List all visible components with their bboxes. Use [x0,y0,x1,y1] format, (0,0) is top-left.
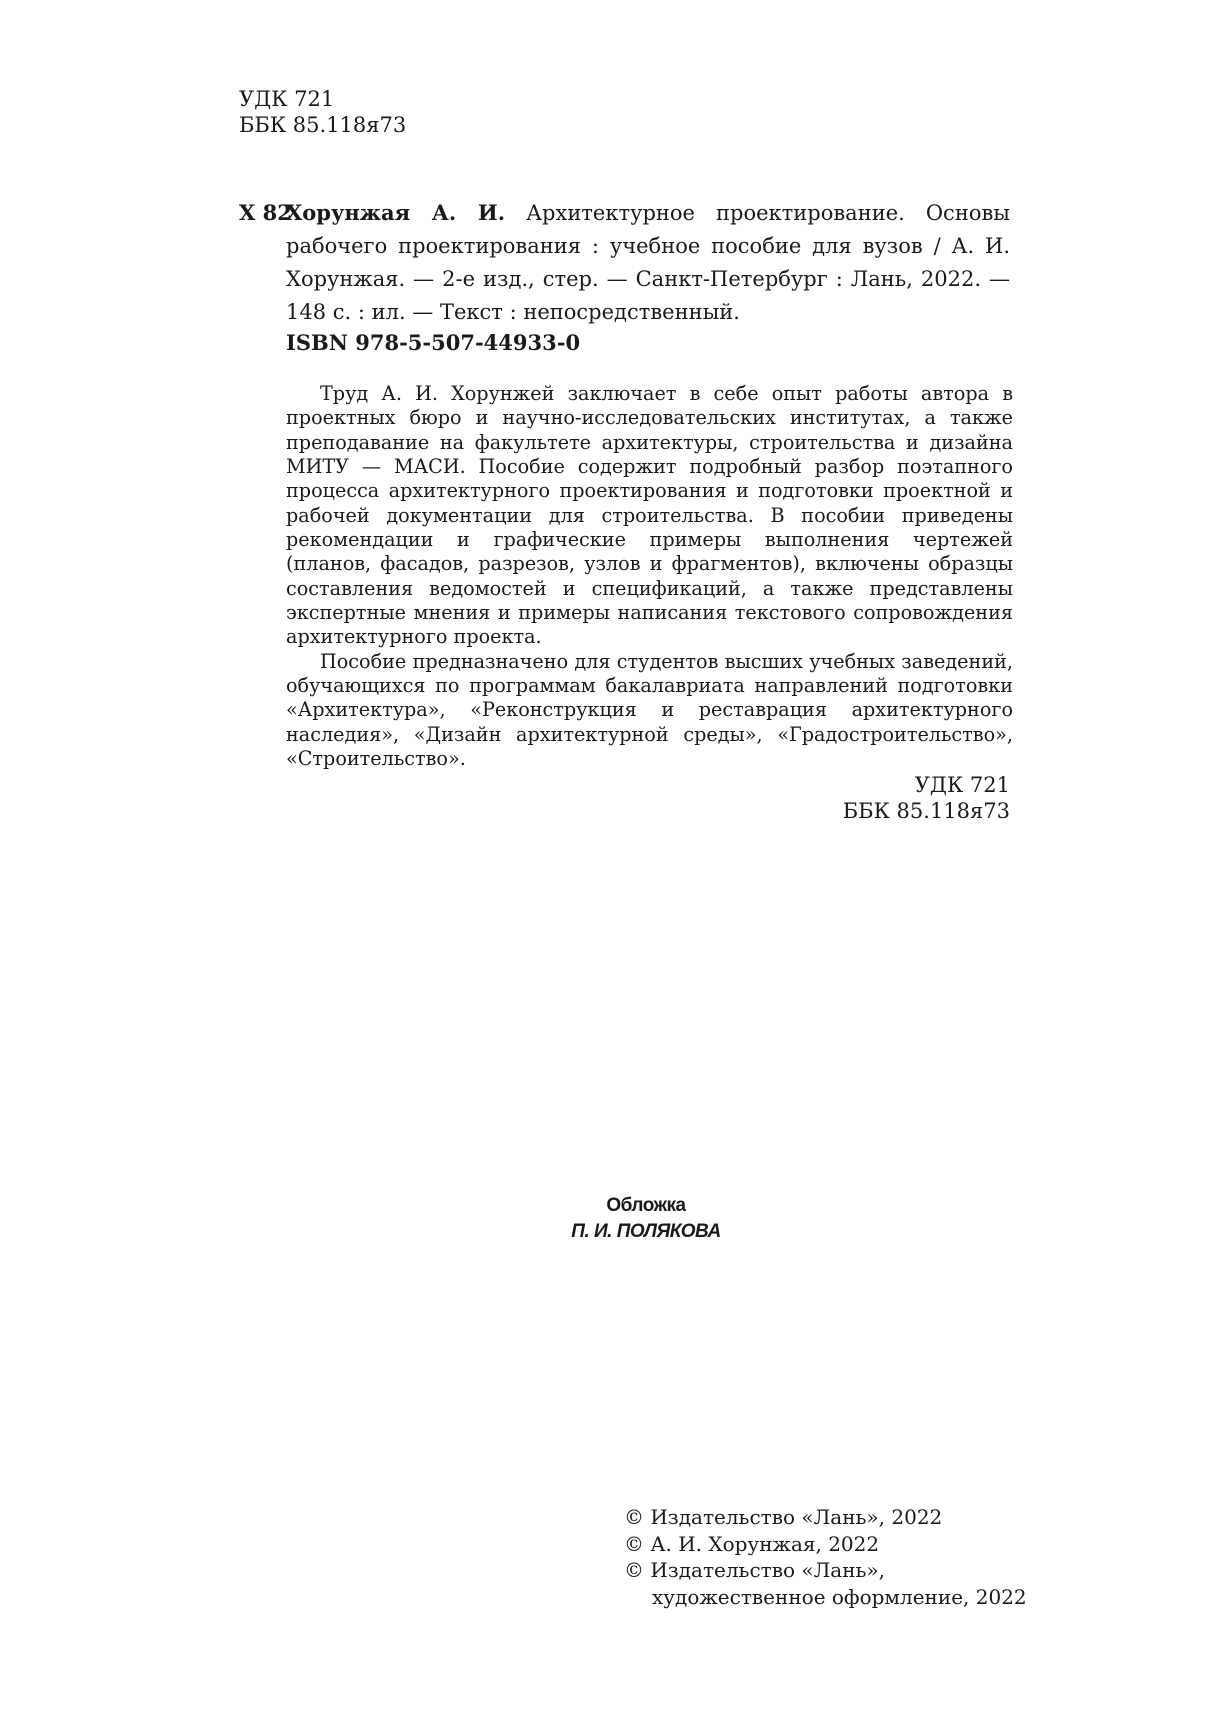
author-mark: Х 82 [239,200,292,225]
cover-credit [500,1193,792,1245]
bibliographic-description [286,196,1010,329]
udk-bbk-bottom-block [760,772,1010,824]
annotation-paragraph-1: Труд А. И. Хорунжей заключает в себе опыт работы автора в проектных бюро и научно-исследовательских институтах, а также преподавание на факультете архитектуры, строительства и дизайна МИТУ — МАСИ. Пособие содержит подробный разбор поэтапного процесса архитектурного проектирования и подготовки проектной и рабочей документации для строительства. В пособии приведены рекомендации и графические примеры выполнения чертежей (планов, фасадов, разрезов, узлов и фрагментов), включены образцы составления ведомостей и спецификаций, а также представлены экспертные мнения и примеры написания текстового сопровождения архитектурного проекта. [286,382,1013,649]
annotation-paragraph-2: Пособие предназначено для студентов высших учебных заведений, обучающихся по программам бакалавриата направлений подготовки «Архитектура», «Реконструкция и реставрация архитектурного наследия», «Дизайн архитектурной среды», «Градостроительство», «Строительство». [286,649,1013,771]
copyright-line: © А. И. Хорунжая, 2022 [624,1531,880,1556]
book-description: Архитектурное проектирование. Основы рабочего проектирования : учебное пособие для вузов / А. И. Хорунжая. — 2-е изд., стер. — Санкт-Петербург : Лань, 2022. — 148 с. : ил. — Текст : непосредственный. [286,201,1010,324]
copyright-line: художественное оформление, 2022 [652,1584,1027,1609]
udk-code-top: УДК 721 [239,87,335,111]
bbk-code-top: ББК 85.118я73 [239,113,407,137]
copyright-line: © Издательство «Лань», 2022 [624,1505,943,1529]
bbk-code-bottom: ББК 85.118я73 [842,799,1010,823]
udk-code-bottom: УДК 721 [914,773,1010,797]
copyright-block [624,1504,1027,1610]
cover-designer: П. И. ПОЛЯКОВА [571,1221,721,1242]
isbn: ISBN 978-5-507-44933-0 [286,330,581,355]
copyright-line: © Издательство «Лань», [624,1558,886,1582]
author-name: Хорунжая А. И. [286,200,506,225]
bibliographic-record [239,196,1010,329]
annotation [286,382,1013,772]
cover-label: Обложка [606,1195,686,1216]
udk-bbk-top-block [239,86,406,138]
